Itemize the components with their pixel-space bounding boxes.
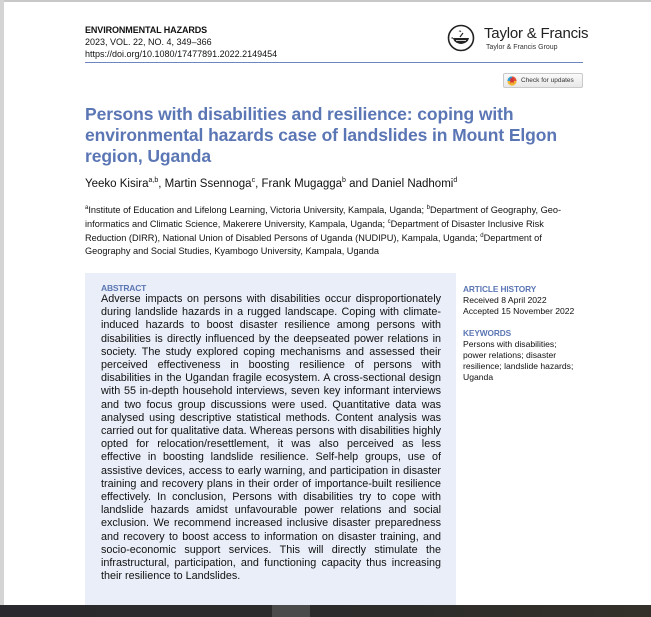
author-affiliation-mark: c [251, 177, 256, 184]
author-name[interactable]: Martin Ssennoga [164, 178, 252, 190]
affiliations [85, 202, 585, 257]
header-divider [85, 62, 583, 63]
abstract-heading: ABSTRACT [101, 283, 147, 293]
affiliation-text: Department of Geography, Geo-informatics and Climatic Science, Makerere University, Kampala, Uganda; [85, 205, 562, 230]
keywords-text: Persons with disabilities; power relations; disaster resilience; landslide hazards; Uganda [463, 339, 574, 382]
publisher-group: Taylor & Francis Group [486, 44, 558, 51]
affiliation-mark: c [387, 219, 391, 226]
article-history [463, 284, 603, 317]
article-sidebar [463, 284, 603, 394]
author-list [85, 177, 457, 190]
received-date: Received 8 April 2022 [463, 295, 547, 305]
affiliation-mark: d [480, 233, 484, 240]
viewer-top-border [0, 0, 651, 2]
journal-info [85, 24, 277, 60]
article-history-heading: ARTICLE HISTORY [463, 284, 537, 294]
doi-link[interactable]: https://doi.org/10.1080/17477891.2022.2149454 [85, 49, 278, 59]
bookmark-badge-icon [507, 76, 517, 86]
article-title: Persons with disabilities and resilience: coping with environmental hazards case of landslides in Mount Elgon region, Uganda [85, 104, 557, 166]
keywords-section [463, 328, 603, 383]
keywords-heading: KEYWORDS [463, 328, 512, 338]
publisher-name: Taylor & Francis [484, 25, 589, 42]
viewer-left-gutter [0, 0, 4, 617]
journal-citation: 2023, VOL. 22, NO. 4, 349–366 [85, 37, 212, 47]
accepted-date: Accepted 15 November 2022 [463, 306, 575, 316]
viewer-bottom-bar [0, 605, 651, 617]
horizontal-scrollbar-thumb[interactable] [272, 605, 310, 617]
author-name[interactable]: Frank Mugagga [261, 178, 343, 190]
lamp-icon [447, 24, 475, 52]
author-name[interactable]: Yeeko Kisira [85, 178, 149, 190]
affiliation-text: Department of Geography and Social Studies, Kyambogo University, Kampala, Uganda [85, 233, 542, 256]
abstract-text: Adverse impacts on persons with disabilities occur disproportionately during landslide hazards in a rugged landscape. Coping with climate-induced hazards to boost disaster resilience among persons with disabilities is directly influenced by the deepseated power relations in society. The study explored coping mechanisms and assessed their perceived effectiveness in boosting resilience of persons with disabilities in the Ugandan fragile ecosystem. A cross-sectional design with 55 in-depth household interviews, seven key informant interviews and two focus group discussions were used. Quantitative data was analysed using descriptive statistical methods. Content analysis was carried out for qualitative data. Whereas persons with disabilities highly opted for relocation/resettlement, it was also perceived as less effective in boosting landslide resilience. Self-help groups, use of assistive devices, access to early warning, and participation in disaster training and recovery plans in their order of importance-built resilience effectively. In conclusion, Persons with disabilities try to cope with landslide hazards amidst unfavourable power relations and social exclusion. We recommend increased inclusive disaster preparedness and recovery to boost access to information on disaster training, and socio-economic support services. This will directly stimulate the infrastructural, participation, and functioning capacity thus increasing their resilience to Landslides. [101, 293, 441, 583]
affiliation-text: Department of Disaster Inclusive Risk Reduction (DIRR), National Union of Disabled Persons of Uganda (NUDIPU), Kampala, Uganda; [85, 219, 544, 244]
affiliation-mark: a [85, 205, 89, 211]
affiliation-text: Institute of Education and Lifelong Learning, Victoria University, Kampala, Uganda; [88, 205, 427, 215]
check-for-updates-label: Check for updates [521, 77, 574, 84]
author-name[interactable]: Daniel Nadhomi [371, 178, 454, 190]
author-affiliation-mark: d [453, 177, 458, 184]
journal-name: ENVIRONMENTAL HAZARDS [85, 25, 208, 35]
author-separator: , [255, 178, 262, 190]
author-affiliation-mark: a,b [148, 177, 159, 184]
check-for-updates-button[interactable] [503, 73, 583, 88]
author-separator: , [158, 178, 165, 190]
affiliation-mark: b [426, 205, 430, 211]
author-separator: and [345, 178, 372, 190]
author-affiliation-mark: b [342, 177, 346, 184]
